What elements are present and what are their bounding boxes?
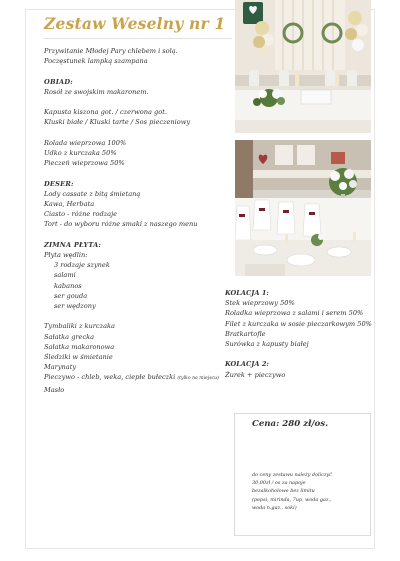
menu-item: Udko z kurczaka 50% [44, 148, 117, 157]
menu-subitem: salami [54, 271, 76, 280]
reception-hall-photo [235, 140, 371, 276]
menu-item: Tymbaliki z kurczaka [44, 322, 115, 331]
menu-item: Bratkartofle [225, 329, 266, 338]
menu-item: Rolada wieprzowa 100% [44, 138, 127, 147]
menu-item: Pieczeń wieprzowa 50% [44, 159, 125, 168]
menu-column [44, 46, 234, 395]
menu-subitem: 3 rodzaje szynek [54, 261, 110, 270]
menu-item: Żurek + pieczywo [225, 370, 286, 379]
menu-item [44, 372, 234, 384]
deser-heading: DESER: [44, 179, 74, 188]
menu-item: Stek wieprzowy 50% [225, 299, 295, 308]
reception-hall-image [235, 140, 371, 276]
kolacje-column [225, 288, 375, 380]
price-note [252, 471, 332, 512]
menu-item: Rosół ze swojskim makaronem. [44, 87, 149, 96]
menu-subitem: kabanos [54, 281, 82, 290]
price-note-line: (pepsi, mirinda, 7up, woda gaz., [252, 496, 332, 503]
wedding-table-image [235, 0, 371, 133]
menu-item: Roladka wieprzowa z salami i serem 50% [225, 309, 364, 318]
menu-item: Masło [44, 385, 65, 394]
price-note-line: 30,00zł / os za napoje [252, 480, 306, 487]
menu-item: Kluski białe / Kluski tarte / Sos pieczeniowy [44, 118, 191, 127]
kolacja2-heading: KOLACJA 2: [225, 360, 269, 369]
menu-item: Śledziki w śmietanie [44, 353, 113, 361]
intro-line: Poczęstunek lampką szampana [44, 57, 148, 66]
kolacja1-heading: KOLACJA 1: [225, 289, 269, 297]
wedding-table-photo [235, 0, 371, 133]
menu-item: Marynaty [44, 363, 77, 372]
menu-subitem: ser wędzony [54, 302, 96, 310]
price-box [234, 413, 371, 536]
pieczywo-text: Pieczywo - chleb, weka, ciepłe bułeczki [44, 373, 176, 382]
menu-item: Sałatka grecka [44, 332, 95, 341]
intro-line: Przywitanie Młodej Pary chlebem i solą. [44, 47, 178, 55]
price-label: Cena: 280 zł/os. [252, 419, 329, 429]
pieczywo-note: (tylko na miejscu) [177, 376, 219, 382]
menu-item: Surówka z kapusty białej [225, 340, 309, 349]
menu-item: Płyta wędlin: [44, 250, 88, 259]
zimna-plyta-heading: ZIMNA PŁYTA: [44, 240, 102, 249]
page-title: Zestaw Weselny nr 1 [44, 14, 226, 33]
menu-item: Kapusta kiszona got. / czerwona got. [44, 108, 167, 117]
menu-item: Kawa, Herbata [44, 199, 95, 208]
menu-item: Ciasto - różne rodzaje [44, 210, 118, 219]
menu-item: Tort - do wyboru różne smaki z naszego menu [44, 220, 198, 229]
price-note-line: bezalkoholowe bez limitu [252, 488, 315, 495]
menu-item: Lody cassate z bitą śmietaną [44, 189, 141, 198]
obiad-heading: OBIAD: [44, 77, 73, 86]
price-note-line: woda n.gaz., soki) [252, 504, 297, 511]
menu-item: Filet z kurczaka w sosie pieczarkowym 50% [225, 319, 372, 328]
menu-item: Sałatka makaronowa [44, 342, 115, 351]
price-note-line: do ceny zestawu należy doliczyć [252, 472, 332, 478]
title-divider [44, 38, 232, 39]
menu-subitem: ser gouda [54, 291, 88, 300]
